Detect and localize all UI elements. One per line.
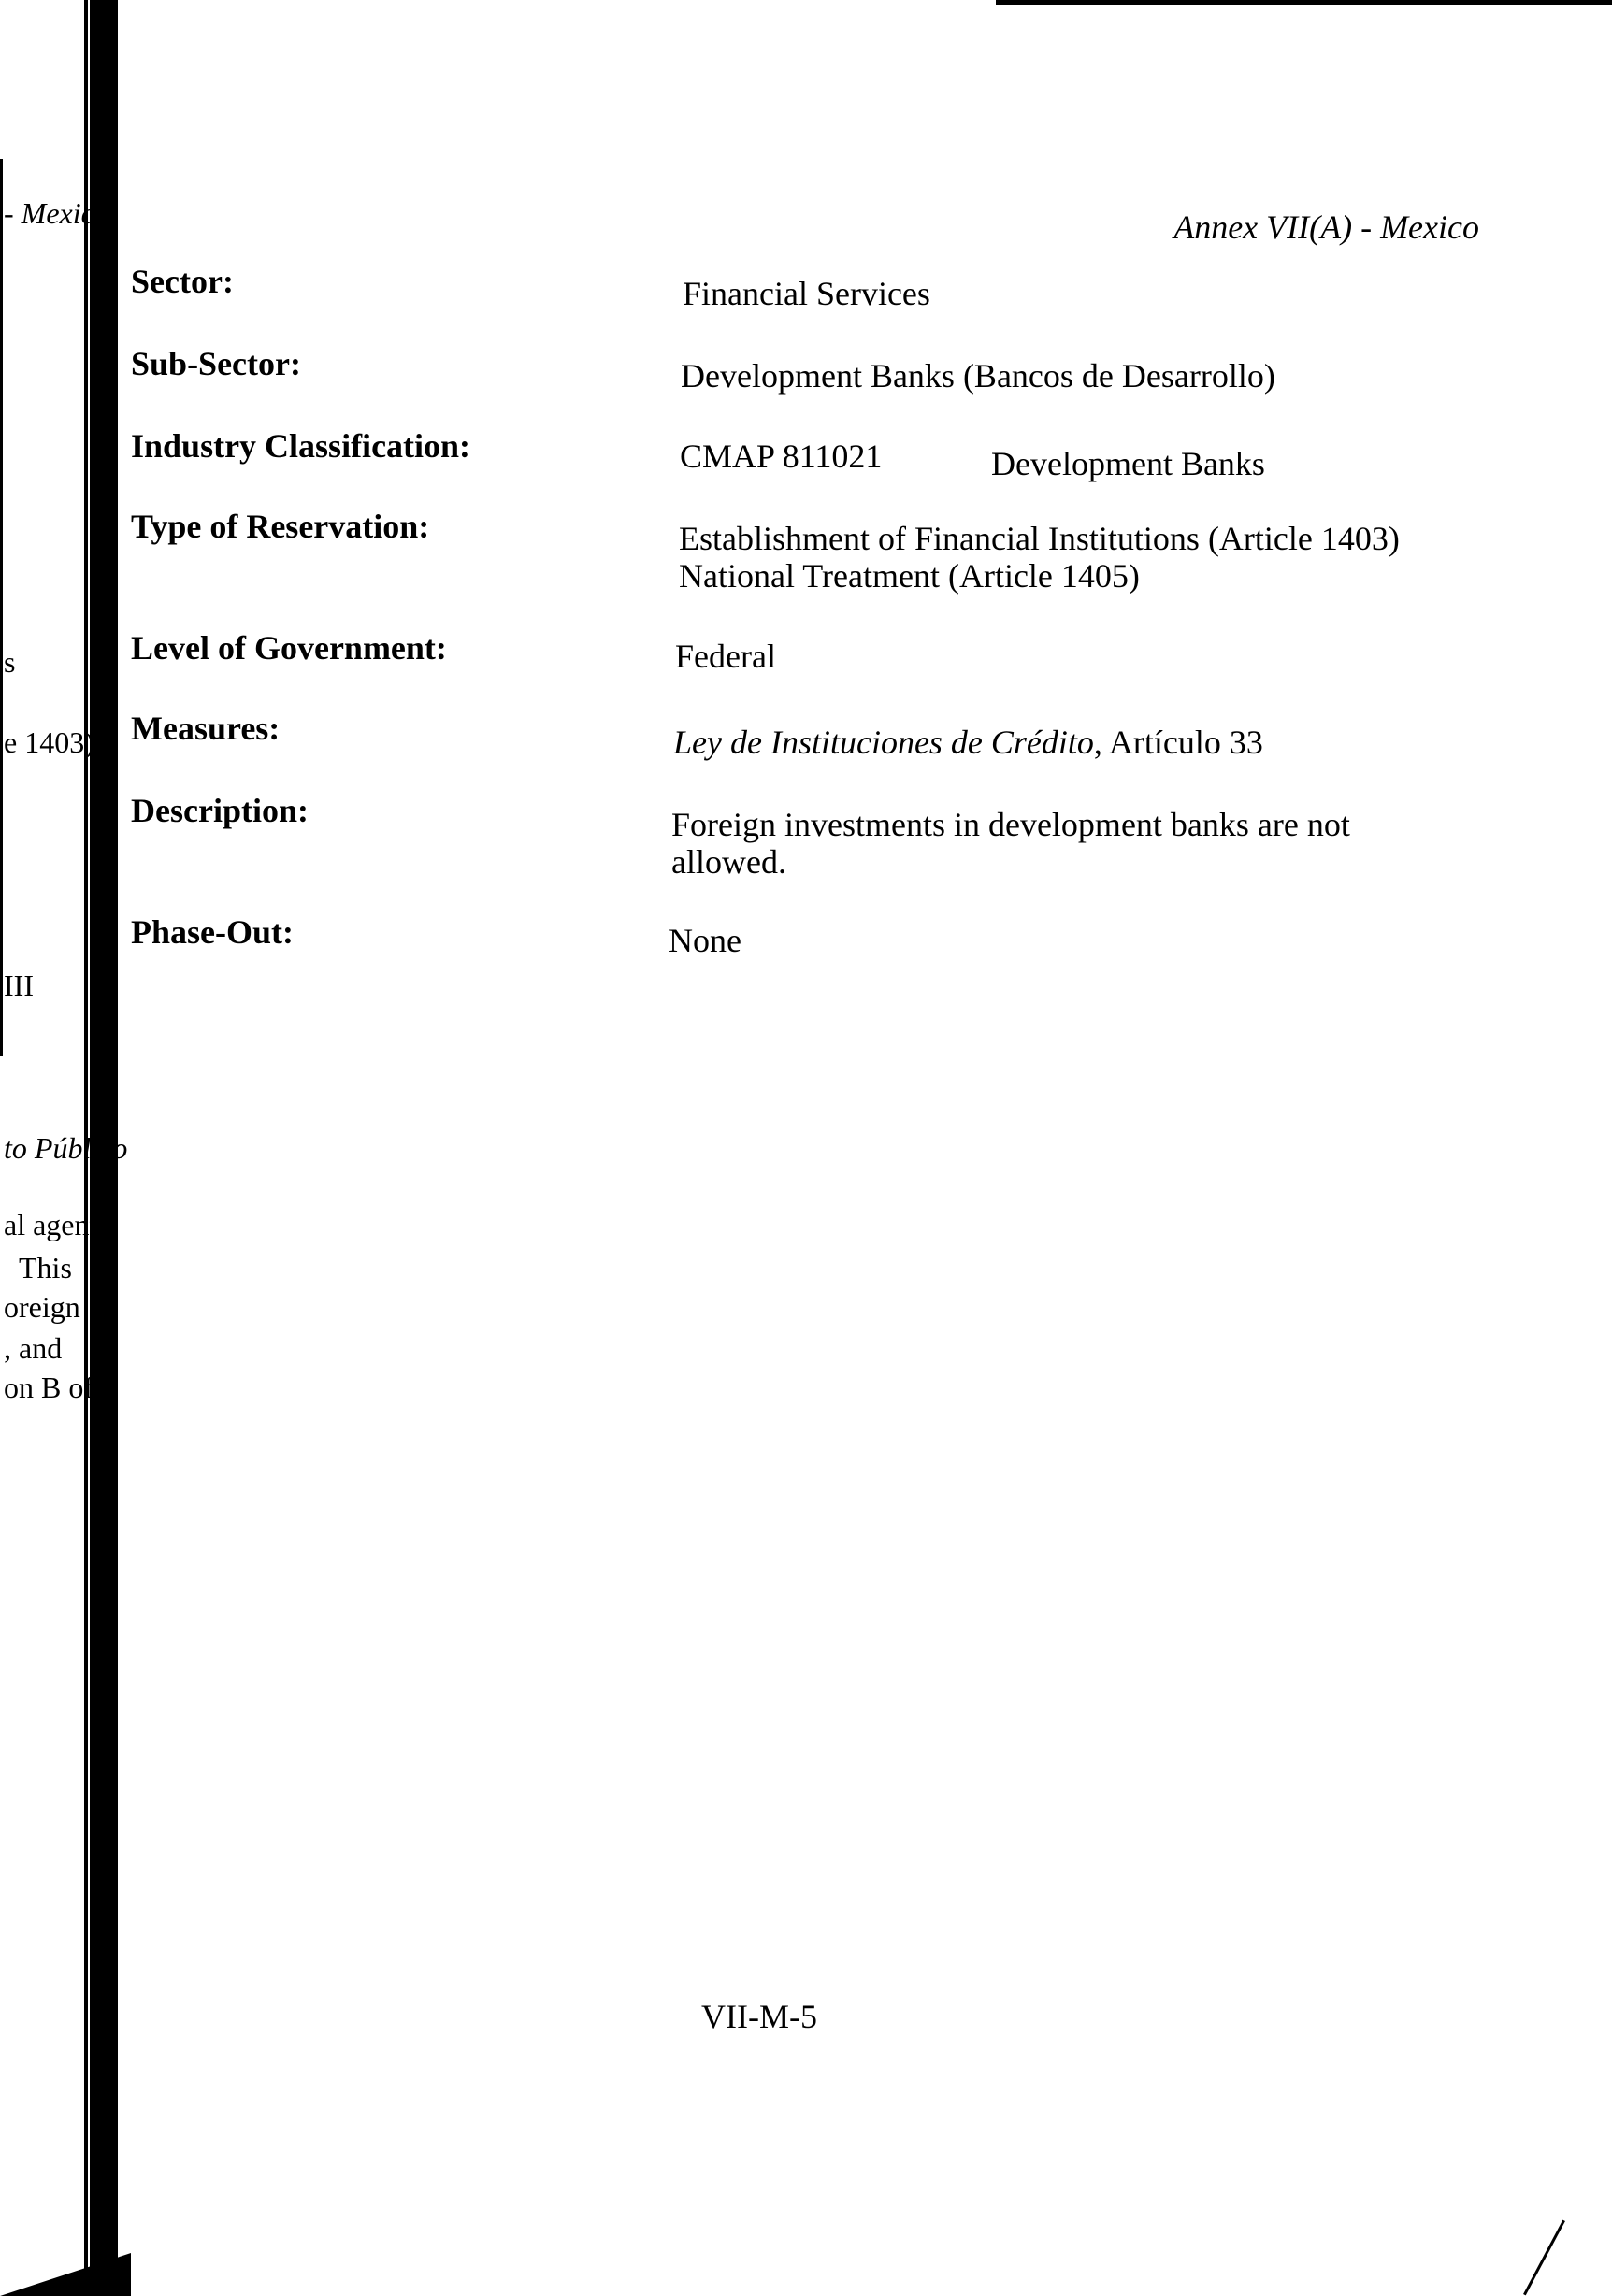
level-of-government-value [675, 638, 776, 675]
level-of-government-value-line: Federal [675, 638, 776, 675]
phase-out-label: Phase-Out: [131, 913, 294, 951]
industry-classification-code: CMAP 811021 [680, 438, 883, 475]
sub-sector-value [681, 357, 1275, 395]
industry-classification-label: Industry Classification: [131, 427, 471, 465]
type-of-reservation-value [679, 520, 1400, 595]
facing-page-edge [0, 159, 3, 1056]
phase-out-value-line: None [669, 922, 741, 959]
facing-fragment-5: to Público [4, 1131, 128, 1165]
facing-fragment-8: oreign [4, 1290, 80, 1324]
top-edge-rule [996, 0, 1612, 5]
description-line-2: allowed. [671, 843, 786, 881]
measures-value [673, 724, 1263, 761]
facing-fragment-2: s [4, 645, 16, 679]
sub-sector-label: Sub-Sector: [131, 345, 301, 382]
description-line-1: Foreign investments in development banks are not [671, 806, 1350, 843]
pen-mark [1523, 2220, 1565, 2296]
phase-out-value [669, 922, 741, 959]
sector-value-line: Financial Services [683, 275, 930, 312]
facing-fragment-9: , and [4, 1331, 63, 1365]
sub-sector-value-line: Development Banks (Bancos de Desarrollo) [681, 357, 1275, 395]
type-of-reservation-line-2: National Treatment (Article 1405) [679, 557, 1140, 595]
sector-label: Sector: [131, 263, 234, 300]
description-label: Description: [131, 792, 309, 829]
annex-header: Annex VII(A) - Mexico [1173, 208, 1479, 246]
measures-label: Measures: [131, 710, 281, 747]
measures-article: , Artículo 33 [1093, 724, 1263, 761]
facing-fragment-10: on B of [4, 1370, 94, 1404]
description-value [671, 806, 1350, 881]
facing-fragment-4: III [4, 969, 34, 1002]
page-number: VII-M-5 [701, 1998, 817, 2035]
facing-fragment-6: al agents [4, 1208, 109, 1241]
level-of-government-label: Level of Government: [131, 629, 447, 667]
type-of-reservation-label: Type of Reservation: [131, 508, 430, 545]
facing-fragment-7: This [19, 1251, 72, 1284]
measures-law-name: Ley de Instituciones de Crédito [673, 724, 1094, 761]
facing-fragment-3: e 1403) [4, 725, 94, 759]
industry-classification-desc: Development Banks [991, 445, 1265, 482]
sector-value [683, 275, 930, 312]
facing-fragment-1: - Mexico [4, 196, 109, 230]
type-of-reservation-line-1: Establishment of Financial Institutions (Article 1403) [679, 520, 1400, 557]
